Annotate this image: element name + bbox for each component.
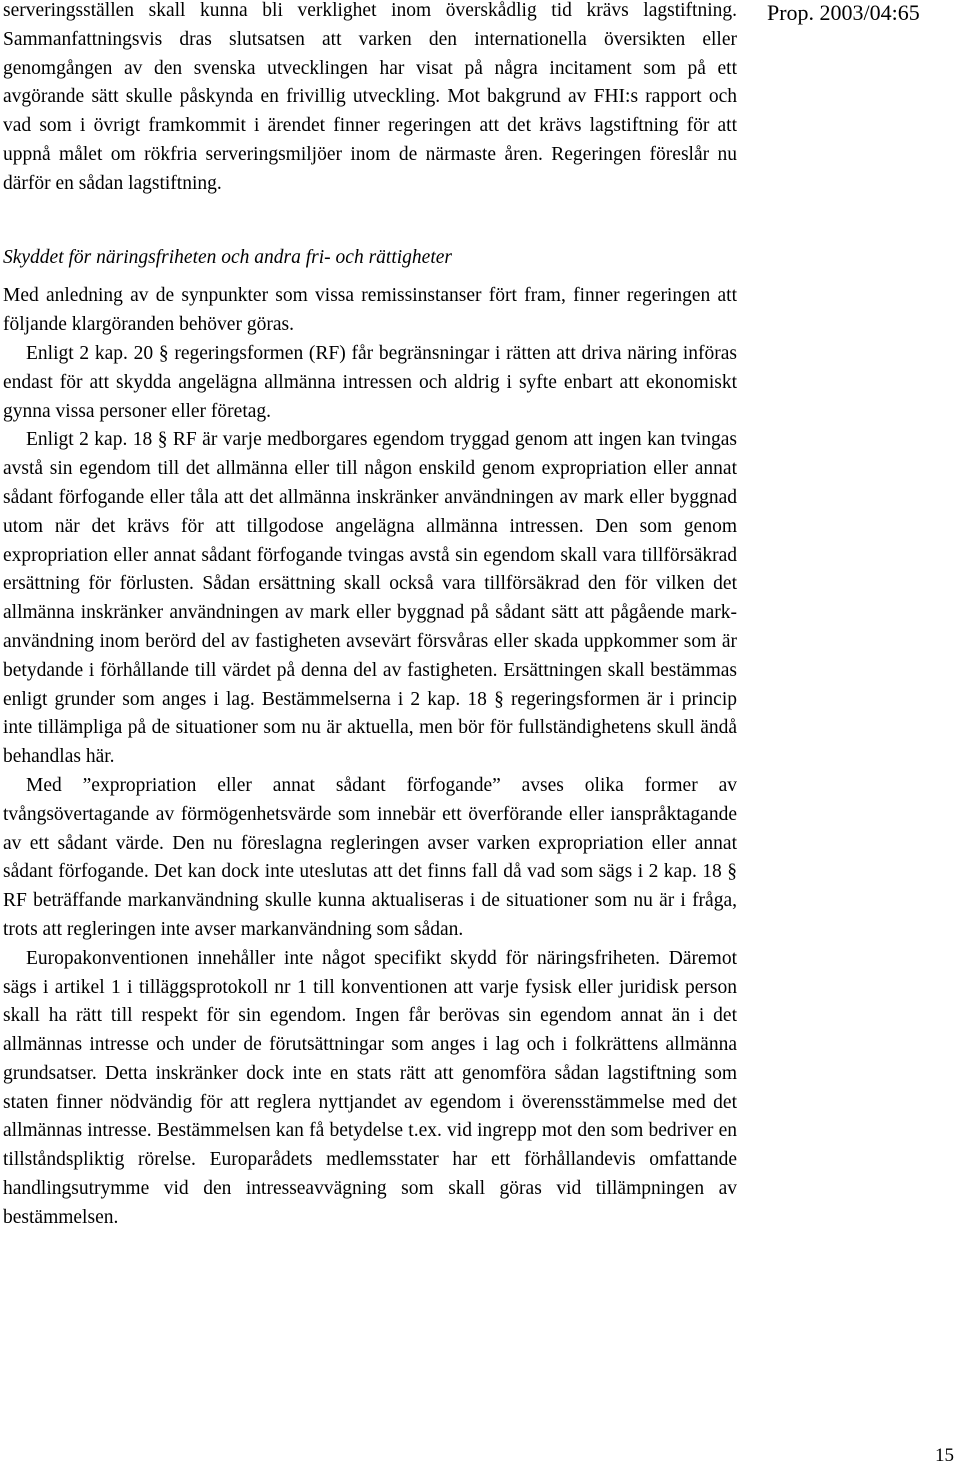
paragraph-5: Europakonventionen innehåller inte något specifikt skydd för näringsfriheten. Däremot sägs i artikel 1 i tilläggsprotokoll nr 1 till konventionen att varje fysisk eller juridisk person skall ha rätt till respekt för sin egendom. Ingen får berövas sin egendom annat än i det allmännas intresse och under de förutsättningar som anges i lag och i folkrättens allmänna grundsatser. Detta inskränker dock inte en stats rätt att genomföra sådan lagstiftning som staten finner nödvändig för att reglera nyttjandet av egendom i överensstämmelse med det allmännas intresse. Bestämmelsen kan få betydelse t.ex. vid ingrepp mot den som bedriver en tillståndspliktig rörelse. Europarådets medlemsstater har ett förhållandevis omfattande handlingsutrymme vid den intresseavvägning som skall göras vid tillämpningen av bestämmelsen.	[3, 947, 737, 1228]
paragraph-4: Med ”expropriation eller annat sådant förfogande” avses olika former av tvångsövertagande av förmögenhetsvärde som innebär ett överförande eller ianspråktagande av ett sådant värde. Den nu föreslagna regleringen avser varken expropriation eller annat sådant förfogande. Det kan dock inte uteslutas att det finns fall då vad som sägs i 2 kap. 18 § RF beträffande markanvändning skulle kunna aktualiseras i de situationer som nu är i fråga, trots att regleringen inte avser markanvändning som sådan.	[3, 774, 737, 940]
proposition-reference: Prop. 2003/04:65	[767, 0, 920, 25]
page-number: 15	[935, 1445, 954, 1466]
paragraph-1: Med anledning av de synpunkter som vissa remissinstanser fört fram, finner regeringen att följande klargöranden behöver göras.	[3, 285, 737, 336]
body-text	[3, 0, 737, 1233]
paragraph-2: Enligt 2 kap. 20 § regeringsformen (RF) får begränsningar i rätten att driva näring införas endast för att skydda angelägna allmänna intressen och aldrig i syfte enbart att ekonomiskt gynna vissa personer eller företag.	[3, 342, 737, 422]
intro-paragraph: serveringsställen skall kunna bli verklighet inom överskådlig tid krävs lagstiftning. Sammanfattningsvis dras slutsatsen att varken den internationella översikten eller genomgången av den svenska utvecklingen har visat på några incitament som på ett avgörande sätt skulle påskynda en frivillig utveckling. Mot bakgrund av FHI:s rapport och vad som i övrigt framkommit i ärendet finner regeringen att det krävs lagstiftning för att uppnå målet om rökfria serveringsmiljöer inom de närmaste åren. Regeringen föreslår nu därför en sådan lagstiftning.	[3, 0, 737, 194]
paragraph-3: Enligt 2 kap. 18 § RF är varje medborgares egendom tryggad genom att ingen kan tvingas avstå sin egendom till det allmänna eller till någon enskild genom expropriation eller annat sådant förfogande eller tåla att det allmänna inskränker användningen av mark eller byggnad utom när det krävs för att tillgodose angelägna allmänna intressen. Den som genom expropriation eller annat sådant förfogande tvingas avstå sin egendom skall vara tillförsäkrad ersättning för förlusten. Sådan ersättning skall också vara tillförsäkrad den för vilken det allmänna inskränker användningen av mark eller byggnad på sådant sätt att pågående markanvändning inom berörd del av fastigheten avsevärt försvåras eller skada uppkommer som är betydande i förhållande till värdet på denna del av fastigheten. Ersättningen skall bestämmas enligt grunder som anges i lag. Bestämmelserna i 2 kap. 18 § regeringsformen är i princip inte tillämpliga på de situationer som nu är aktuella, men bör för fullständighetens skull ändå behandlas här.	[3, 429, 737, 768]
section-heading: Skyddet för näringsfriheten och andra fri- och rättigheter	[3, 246, 452, 268]
